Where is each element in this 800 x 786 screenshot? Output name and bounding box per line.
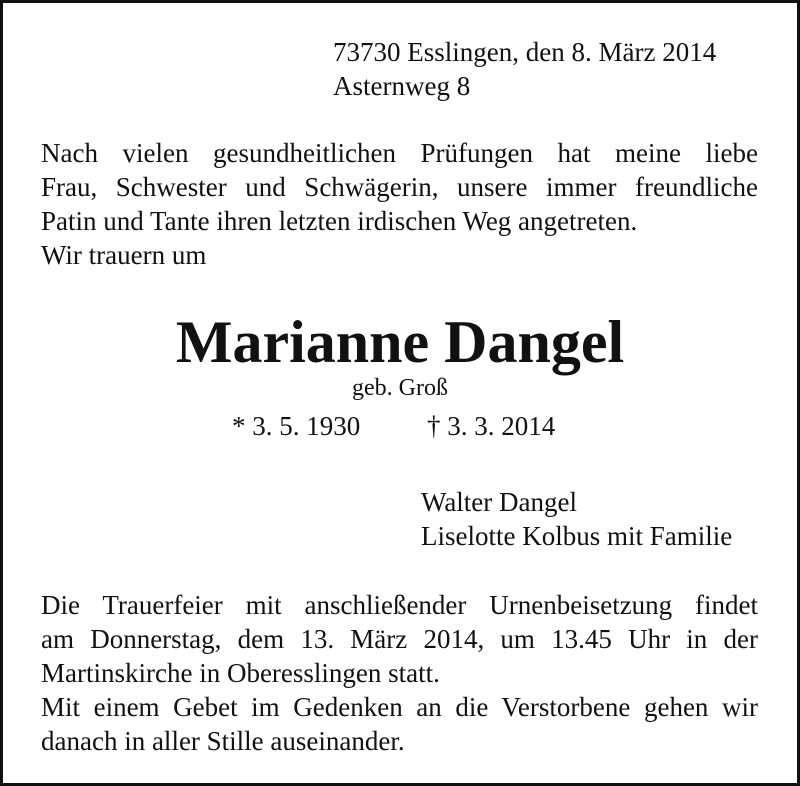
ceremony-line-1: Die Trauerfeier mit anschließender Urnenbeisetzung findet: [41, 590, 758, 620]
ceremony-line-5: danach in aller Stille auseinander.: [41, 726, 405, 756]
mourner-2: Liselotte Kolbus mit Familie: [421, 521, 733, 551]
birth-date: * 3. 5. 1930: [232, 411, 361, 441]
street-address: Asternweg 8: [333, 71, 471, 101]
ceremony-line-3: Martinskirche in Oberesslingen statt.: [41, 658, 440, 688]
ceremony-line-2: am Donnerstag, dem 13. März 2014, um 13.45 Uhr in der: [41, 624, 758, 654]
birth-name: geb. Groß: [352, 375, 448, 401]
place-date: 73730 Esslingen, den 8. März 2014: [333, 37, 717, 67]
ceremony-line-4: Mit einem Gebet im Gedenken an die Verstorbene gehen wir: [41, 692, 758, 722]
intro-line-1: Nach vielen gesundheitlichen Prüfungen hat meine liebe: [41, 138, 758, 168]
intro-line-2: Frau, Schwester und Schwägerin, unsere immer freundliche: [41, 172, 758, 202]
intro-line-3: Patin und Tante ihren letzten irdischen Weg angetreten.: [41, 206, 638, 236]
intro-line-4: Wir trauern um: [41, 240, 207, 270]
death-date: † 3. 3. 2014: [427, 411, 556, 441]
mourner-1: Walter Dangel: [421, 487, 578, 517]
deceased-name: Marianne Dangel: [175, 309, 625, 375]
